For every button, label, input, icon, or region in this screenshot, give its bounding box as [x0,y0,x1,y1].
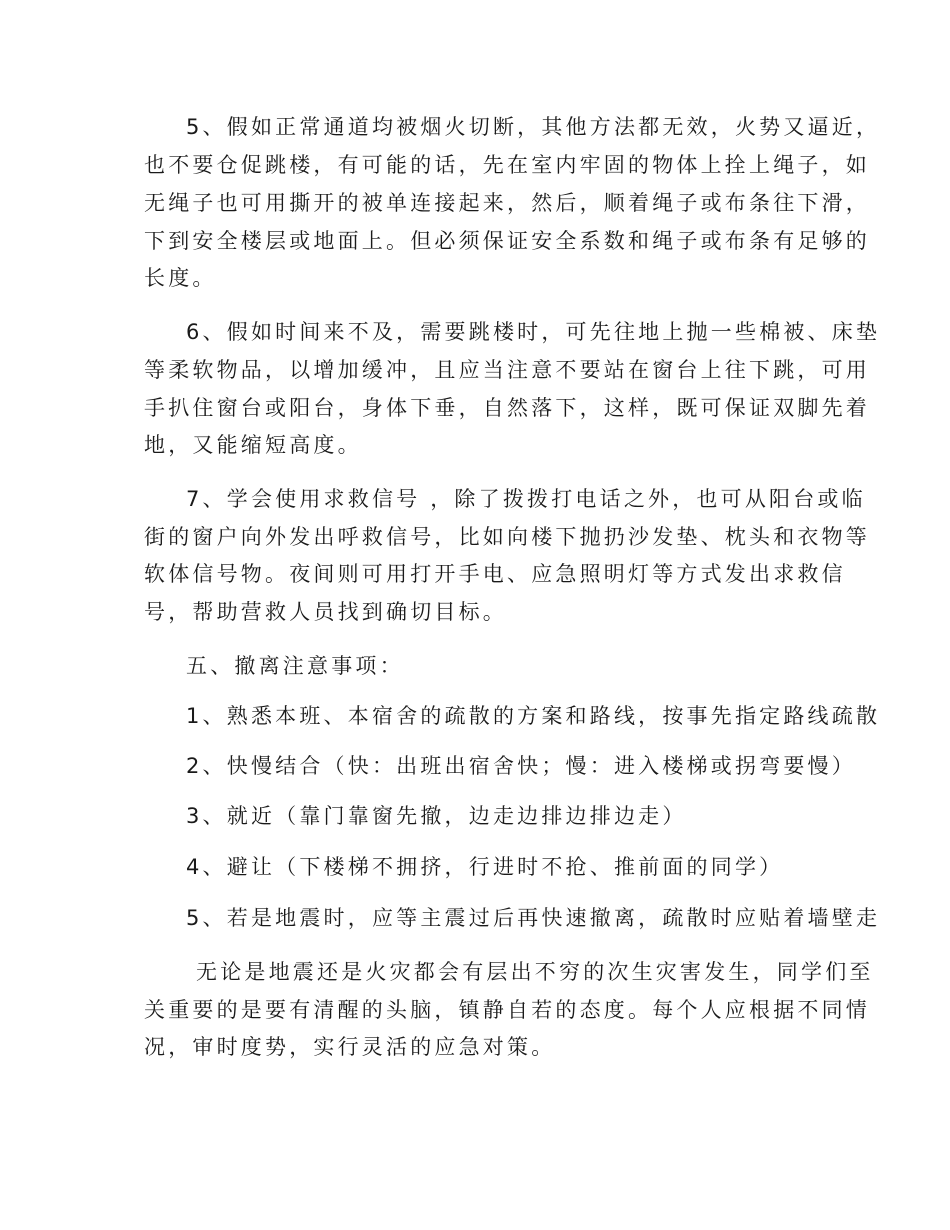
paragraph-5-line-2: 也不要仓促跳楼，有可能的话，先在室内牢固的物体上拴上绳子，如 [144,153,870,177]
evacuation-item-2: 2、快慢结合（快：出班出宿舍快；慢：进入楼梯或拐弯要慢） [186,754,856,778]
paragraph-6-line-1: 6、假如时间来不及，需要跳楼时，可先往地上抛一些棉被、床垫 [186,320,881,344]
paragraph-5-line-3: 无绳子也可用撕开的被单连接起来，然后，顺着绳子或布条往下滑， [144,191,870,215]
conclusion-line-3: 况，审时度势，实行灵活的应急对策。 [144,1035,556,1059]
paragraph-7-line-4: 号，帮助营救人员找到确切目标。 [144,600,507,624]
evacuation-item-1: 1、熟悉本班、本宿舍的疏散的方案和路线，按事先指定路线疏散 [186,704,881,728]
paragraph-5-line-5: 长度。 [144,266,217,290]
conclusion-line-2: 关重要的是要有清醒的头脑，镇静自若的态度。每个人应根据不同情 [144,998,870,1022]
paragraph-5-line-4: 下到安全楼层或地面上。但必须保证安全系数和绳子或布条有足够的 [144,229,870,253]
paragraph-7-line-1: 7、学会使用求救信号 ，除了拨拨打电话之外，也可从阳台或临 [186,487,866,511]
section-heading-evacuation: 五、撤离注意事项： [186,654,404,678]
paragraph-5-line-1: 5、假如正常通道均被烟火切断，其他方法都无效，火势又逼近， [186,115,881,139]
conclusion-line-1: 无论是地震还是火灾都会有层出不穷的次生灾害发生，同学们至 [196,960,874,984]
evacuation-item-5: 5、若是地震时，应等主震过后再快速撤离，疏散时应贴着墙壁走 [186,906,881,930]
paragraph-6-line-3: 手扒住窗台或阳台，身体下垂，自然落下，这样，既可保证双脚先着 [144,396,870,420]
evacuation-item-4: 4、避让（下楼梯不拥挤，行进时不抢、推前面的同学） [186,855,784,879]
paragraph-6-line-2: 等柔软物品，以增加缓冲，且应当注意不要站在窗台上往下跳，可用 [144,358,870,382]
paragraph-6-line-4: 地，又能缩短高度。 [144,433,362,457]
evacuation-item-3: 3、就近（靠门靠窗先撤，边走边排边排边走） [186,804,687,828]
paragraph-7-line-3: 软体信号物。夜间则可用打开手电、应急照明灯等方式发出求救信 [144,562,846,586]
paragraph-7-line-2: 街的窗户向外发出呼救信号，比如向楼下抛扔沙发垫、枕头和衣物等 [144,525,870,549]
